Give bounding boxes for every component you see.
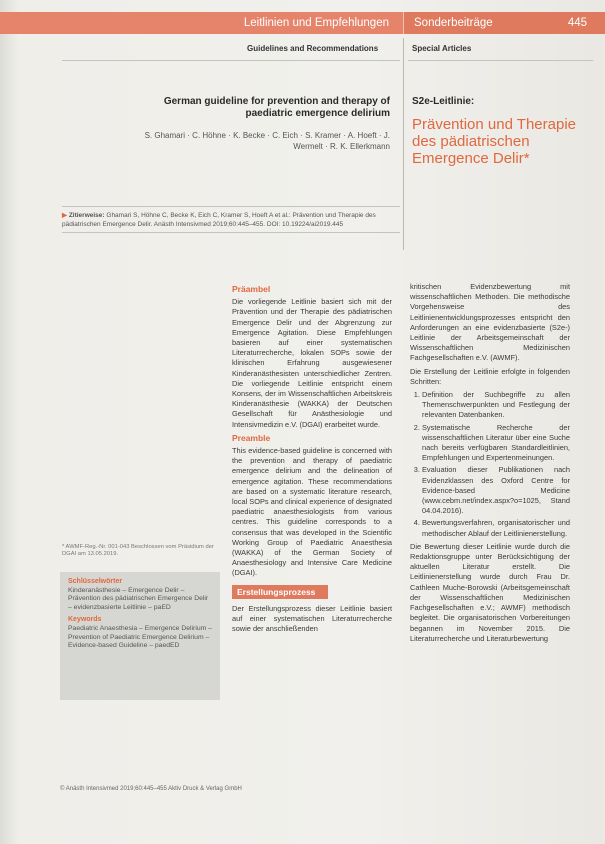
paragraph: This evidence-based guideline is concerned with the prevention and therapy of paediatric emergence delirium and the delineation of emergence agitation. These recommendations are based on a systematic literature research, local SOPs and clinical experience of designated paediatric anaesthesiologists from various centres. This guideline corresponds to a consensus that was developed in the Scientific Working Group of Paediatric Anaesthesia (WAKKA) of the German Society of Anaesthesiology and Intensive Care Medicine (DGAI). xyxy=(232,446,392,578)
registration-note: * AWMF-Reg.-Nr. 001-043 Beschlossen vom Präsidium der DGAI am 13.05.2019. xyxy=(62,544,214,557)
keywords-en-header: Keywords xyxy=(68,616,102,624)
heading-erstellungsprozess: Erstellungsprozess xyxy=(232,585,328,599)
paragraph: Die vorliegende Leitlinie basiert sich mit der Prävention und der Therapie des pädiatrischen Emergence Delir und der Abgrenzung zur Emergence Agitation. Diese Empfehlungen basieren auf einer systematischen Literaturrecherche, lokalen SOPs sowie der klinischen Erfahrung ausgewiesener Kinderanästhesisten unterschiedlicher Zentren. Die vorliegende Leitlinie entspricht einem Konsens, der im Wissenschaftlichen Arbeitskreis Kinderanästhesie (WAKKA) der Deutschen Gesellschaft für Anästhesiologie und Intensivmedizin e.V. (DGAI) erarbeitet wurde. xyxy=(232,297,392,429)
title-english: German guideline for prevention and therapy of paediatric emergence delirium xyxy=(163,96,390,119)
citation xyxy=(62,212,392,229)
paragraph: kritischen Evidenzbewertung mit wissenschaftlichen Methoden. Die methodische Vorgehensweise des Leitlinienentwicklungsprozesses entspricht den Anforderungen an eine evidenzbasierte (S2e-) Leitlinie der Arbeitsgemeinschaft der Wissenschaftlichen Medizinischen Fachgesellschaften e.V. (AWMF). xyxy=(410,282,570,363)
list-item: 3. Evaluation dieser Publikationen nach Evidenzklassen des Oxford Centre for Evidence-based Medicine (www.cebm.net/index.aspx?o=1025, Stand 04.04.2016). xyxy=(422,465,570,516)
paragraph: Der Erstellungsprozess dieser Leitlinie basiert auf einer systematischen Literaturrecherche sowie der anschließenden xyxy=(232,603,392,634)
title-german: Prävention und Therapie des pädiatrischen Emergence Delir* xyxy=(412,116,577,167)
divider xyxy=(62,232,400,233)
heading-praeambel: Präambel xyxy=(232,284,271,294)
list-item: 1. Definition der Suchbegriffe zu allen Themenschwerpunkten und Festlegung der relevanten Datenbanken. xyxy=(422,390,570,421)
section-label: Leitlinien und Empfehlungen xyxy=(0,12,403,34)
divider xyxy=(62,206,400,207)
paragraph: Die Erstellung der Leitlinie erfolgte in folgenden Schritten: xyxy=(410,366,570,386)
special-articles-band xyxy=(403,12,605,34)
text-column-1 xyxy=(232,282,392,638)
column-label-en: Guidelines and Recommendations xyxy=(247,44,379,53)
guideline-type-label: S2e-Leitlinie: xyxy=(412,96,475,107)
paragraph: Die Bewertung dieser Leitlinie wurde durch die Redaktionsgruppe unter Berücksichtigung der aktuellen Literatur erstellt. Die Leitlinienerstellung wurde durch Frau Dr. Cathleen Muche-Borowski (Arbeitsgemeinschaft der Wissenschaftlichen Medizinischen Fachgesellschaften e.V.; AWMF) methodisch begleitet. Die organisatorischen Vorbereitungen begannen im November 2015. Die Literaturrecherche und Literaturbewertung xyxy=(410,541,570,643)
column-divider xyxy=(403,38,404,250)
list-item: 2. Systematische Recherche der wissenschaftlichen Literatur über eine Suche nach bereits verfügbaren Standardleitlinien, Empfehlungen und Expertenmeinungen. xyxy=(422,423,570,464)
divider xyxy=(408,60,593,61)
footer-copyright: © Anästh Intensivmed 2019;60:445–455 Aktiv Druck & Verlag GmbH xyxy=(60,786,242,792)
divider xyxy=(62,60,400,61)
author-list: S. Ghamari · C. Höhne · K. Becke · C. Eich · S. Kramer · A. Hoeft · J. Wermelt · R. K. Ellerkmann xyxy=(144,131,390,151)
keywords-en-text: Paediatric Anaesthesia – Emergence Delirium – Prevention of Paediatric Emergence Delirium – Evidence-based Guideline – paedED xyxy=(68,624,212,650)
citation-text: Ghamari S, Höhne C, Becke K, Eich C, Kramer S, Hoeft A et al.: Prävention und Therapie des pädiatrischen Emergence Delir. Anästh Intensivmed 2019;60:445–455. DOI: 10.19224/ai2019.445 xyxy=(62,212,376,228)
arrow-icon: ▶ xyxy=(62,212,69,219)
page-number: 445 xyxy=(567,17,587,29)
keywords-box xyxy=(60,572,220,700)
keywords-de-header: Schlüsselwörter xyxy=(68,578,123,585)
citation-label: Zitierweise: xyxy=(68,212,105,219)
list-item: 4. Bewertungsverfahren, organisatorischer und methodischer Ablauf der Leitlinienerstellung. xyxy=(422,518,570,538)
process-list xyxy=(410,390,570,539)
special-articles-label: Sonderbeiträge xyxy=(414,17,493,29)
header-band xyxy=(0,12,605,34)
heading-preamble: Preamble xyxy=(232,432,271,443)
column-label-de: Special Articles xyxy=(412,44,472,53)
text-column-2 xyxy=(410,282,570,647)
keywords-de-text: Kinderanästhesie – Emergence Delir – Prävention des pädiatrischen Emergence Delir – evidenzbasierte Leitlinie – paED xyxy=(68,586,209,611)
